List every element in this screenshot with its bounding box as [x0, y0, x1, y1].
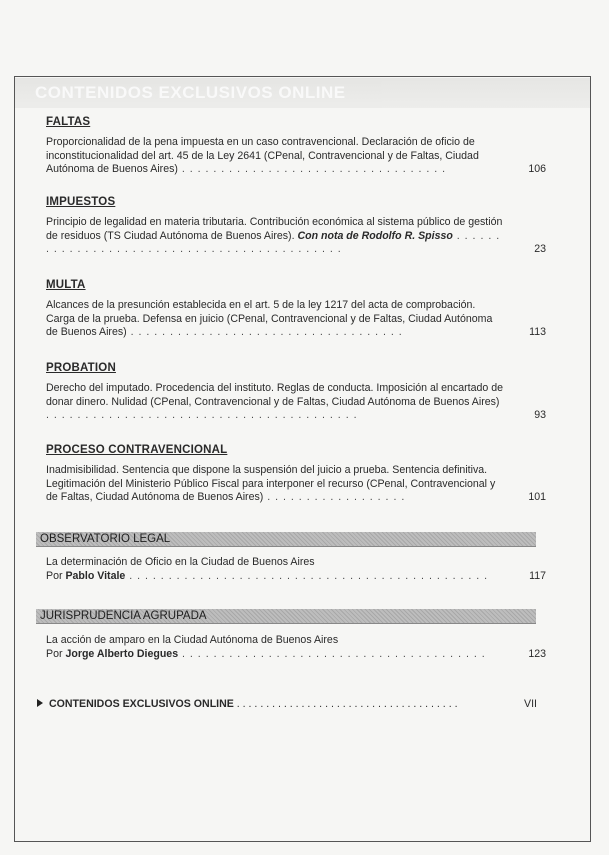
page-number: 101 — [528, 491, 546, 504]
page-number: 113 — [529, 326, 546, 339]
section-faltas — [46, 116, 546, 177]
entry-text: La acción de amparo en la Ciudad Autónoma de Buenos Aires — [46, 634, 339, 646]
dot-leader: . . . . . . . . . . . . . . . . . . — [263, 491, 406, 504]
entry-text: Principio de legalidad en materia tributaria. Contribución económica al sistema público de gestión de residuos (TS Ciudad Autónoma de Buenos Aires). — [46, 216, 503, 242]
toc-entry[interactable] — [46, 216, 546, 257]
online-label: CONTENIDOS EXCLUSIVOS ONLINE — [49, 698, 234, 710]
section-title: IMPUESTOS — [46, 196, 116, 208]
toc-entry[interactable] — [46, 299, 546, 340]
section-probation — [46, 362, 546, 423]
page-number: 117 — [529, 569, 546, 582]
section-proceso-contravencional — [46, 444, 546, 505]
page-number: 106 — [528, 163, 546, 176]
entry-text: La determinación de Oficio en la Ciudad de Buenos Aires — [46, 556, 315, 568]
section-title: MULTA — [46, 279, 86, 291]
entry-text: Inadmisibilidad. Sentencia que dispone la suspensión del juicio a prueba. Sentencia definitiva. Legitimación del Ministerio Público Fiscal para interponer el recurso (CPenal, Contravencional y de Faltas, Ciudad Autónoma de Buenos Aires) — [46, 464, 496, 504]
jurisprudencia-bar: JURISPRUDENCIA AGRUPADA — [36, 609, 536, 624]
entry-author: Jorge Alberto Diegues — [65, 647, 179, 660]
toc-entry[interactable] — [46, 136, 546, 177]
section-impuestos — [46, 196, 546, 257]
dot-leader: . . . . . . . . . . . . . . . . . . . . . . . . . . . . . . . . . . . . . . . — [178, 647, 486, 660]
section-jurisprudencia — [46, 634, 546, 661]
page-number: 93 — [534, 409, 546, 422]
by-label: Por — [46, 569, 63, 582]
dot-leader: . . . . . . . . . . . . . . . . . . . . . . . . . . . . . . . . . . . . . . — [233, 698, 458, 710]
toc-entry[interactable] — [46, 556, 546, 583]
entry-text: Alcances de la presunción establecida en el art. 5 de la ley 1217 del acta de comprobación. Carga de la prueba. Defensa en juicio (CPenal, Contravencional y de Faltas, Ciudad Autónoma de Buenos Aires) — [46, 299, 493, 339]
entry-author: Con nota de Rodolfo R. Spisso — [297, 229, 453, 242]
toc-entry[interactable] — [46, 634, 546, 661]
triangle-right-icon — [37, 699, 43, 707]
entry-author: Pablo Vitale — [65, 569, 126, 582]
section-title: PROBATION — [46, 362, 116, 374]
observatorio-bar: OBSERVATORIO LEGAL — [36, 532, 536, 547]
toc-entry[interactable] — [46, 464, 546, 505]
toc-entry[interactable] — [46, 382, 546, 423]
page-number: 23 — [534, 243, 546, 256]
section-observatorio — [46, 556, 546, 583]
entry-text: Proporcionalidad de la pena impuesta en un caso contravencional. Declaración de oficio de inconstitucionalidad del art. 45 de la Ley 2641 (CPenal, Contravencional y de Faltas, Ciudad Autónoma de Buenos Aires) — [46, 136, 479, 176]
by-label: Por — [46, 647, 63, 660]
page-number: VII — [524, 698, 537, 710]
page-number: 123 — [528, 647, 546, 660]
header-band: CONTENIDOS EXCLUSIVOS ONLINE — [15, 78, 590, 108]
entry-text: Derecho del imputado. Procedencia del instituto. Reglas de conducta. Imposición al encartado de donar dinero. Nulidad (CPenal, Contravencional y de Faltas, Ciudad Autónoma de Buenos Aires) — [46, 382, 503, 408]
dot-leader: . . . . . . . . . . . . . . . . . . . . . . . . . . . . . . . . . . . . . . . . . . . . . . — [125, 569, 489, 582]
dot-leader: . . . . . . . . . . . . . . . . . . . . . . . . . . . . . . . . . . . . . . . . — [46, 409, 358, 422]
online-entry[interactable] — [37, 697, 537, 711]
dot-leader: . . . . . . . . . . . . . . . . . . . . . . . . . . . . . . . . . . . — [126, 326, 403, 339]
section-title: PROCESO CONTRAVENCIONAL — [46, 444, 228, 456]
dot-leader: . . . . . . . . . . . . . . . . . . . . . . . . . . . . . . . . . . . . . . . . . . . . — [46, 229, 501, 256]
section-title: FALTAS — [46, 116, 91, 128]
dot-leader: . . . . . . . . . . . . . . . . . . . . . . . . . . . . . . . . . . — [177, 163, 447, 176]
section-multa — [46, 279, 546, 340]
